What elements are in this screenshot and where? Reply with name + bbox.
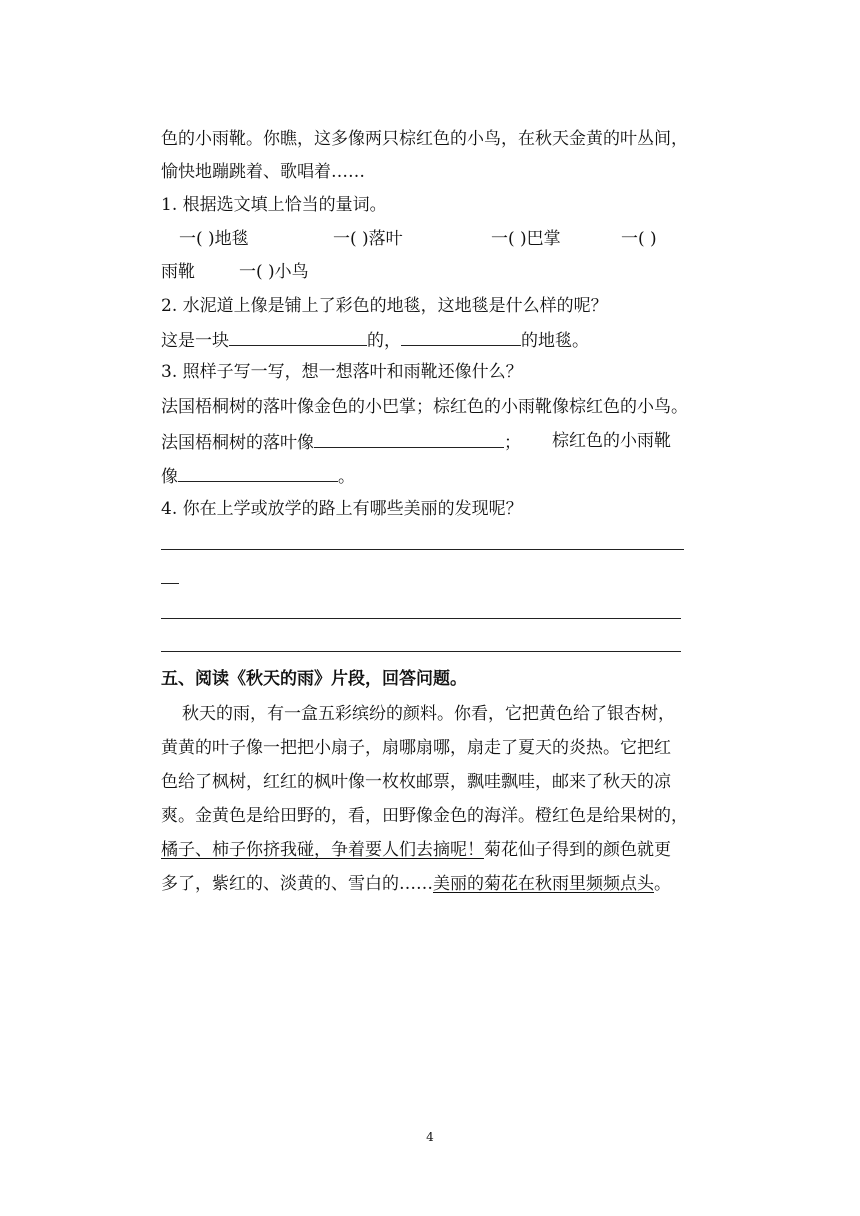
answer-blank[interactable] [178,464,338,482]
answer-blank[interactable] [229,328,367,346]
answer-line[interactable] [161,618,681,619]
question-4-title: 4. 你在上学或放学的路上有哪些美丽的发现呢？ [161,499,523,519]
answer-blank[interactable] [401,328,521,346]
question-3-title: 3. 照样子写一写，想一想落叶和雨靴还像什么？ [161,362,523,382]
question-2-answer [161,328,686,352]
measure-word-blank[interactable]: 一( )巴掌 [491,229,561,249]
question-3-answer-cont [161,464,686,488]
answer-sep: ； [504,433,521,453]
reading-text: 。 [654,874,671,894]
answer-line[interactable] [161,651,681,652]
measure-word-blank[interactable]: 一( )落叶 [333,229,403,249]
question-1-title: 1. 根据选文填上恰当的量词。 [161,195,387,215]
underlined-sentence: 橘子、柿子你挤我碰，争着要人们去摘呢！ [161,840,484,860]
reading-text: 多了，紫红的、淡黄的、雪白的…… [161,874,433,894]
passage-line: 愉快地蹦跳着、歌唱着…… [161,162,365,182]
reading-line: 爽。金黄色是给田野的，看，田野像金色的海洋。橙红色是给果树的， [161,806,688,826]
section-5-title: 五、阅读《秋天的雨》片段，回答问题。 [161,669,467,689]
answer-blank[interactable] [314,430,504,448]
answer-suffix: 的地毯。 [521,331,589,351]
page-number: 4 [426,1130,434,1144]
answer-prefix: 棕红色的小雨靴 [552,431,671,451]
answer-line[interactable] [161,583,179,584]
answer-prefix: 这是一块 [161,331,229,351]
measure-word-blank[interactable]: 一( )地毯 [179,229,249,249]
underlined-sentence: 美丽的菊花在秋雨里频频点头 [433,874,654,894]
question-3-answer [161,430,686,454]
answer-mid: 的， [367,331,401,351]
reading-line [161,839,686,861]
answer-prefix: 像 [161,467,178,487]
reading-line: 秋天的雨，有一盒五彩缤纷的颜料。你看，它把黄色给了银杏树， [182,704,675,724]
reading-line: 黄黄的叶子像一把把小扇子，扇哪扇哪，扇走了夏天的炎热。它把红 [161,738,671,758]
reading-line [161,873,686,895]
reading-text: 菊花仙子得到的颜色就更 [484,840,671,860]
passage-line: 色的小雨靴。你瞧，这多像两只棕红色的小鸟，在秋天金黄的叶丛间， [161,129,688,149]
reading-line: 色给了枫树，红红的枫叶像一枚枚邮票，飘哇飘哇，邮来了秋天的凉 [161,772,671,792]
question-3-example: 法国梧桐树的落叶像金色的小巴掌；棕红色的小雨靴像棕红色的小鸟。 [161,397,688,417]
question-2-title: 2. 水泥道上像是铺上了彩色的地毯，这地毯是什么样的呢？ [161,296,608,316]
measure-word-blank[interactable]: 一( )小鸟 [239,262,309,282]
measure-word-label: 雨靴 [161,262,195,282]
answer-end: 。 [338,467,355,487]
measure-word-blank[interactable]: 一( ) [621,229,657,249]
answer-line[interactable] [161,549,684,550]
answer-prefix: 法国梧桐树的落叶像 [161,433,314,453]
